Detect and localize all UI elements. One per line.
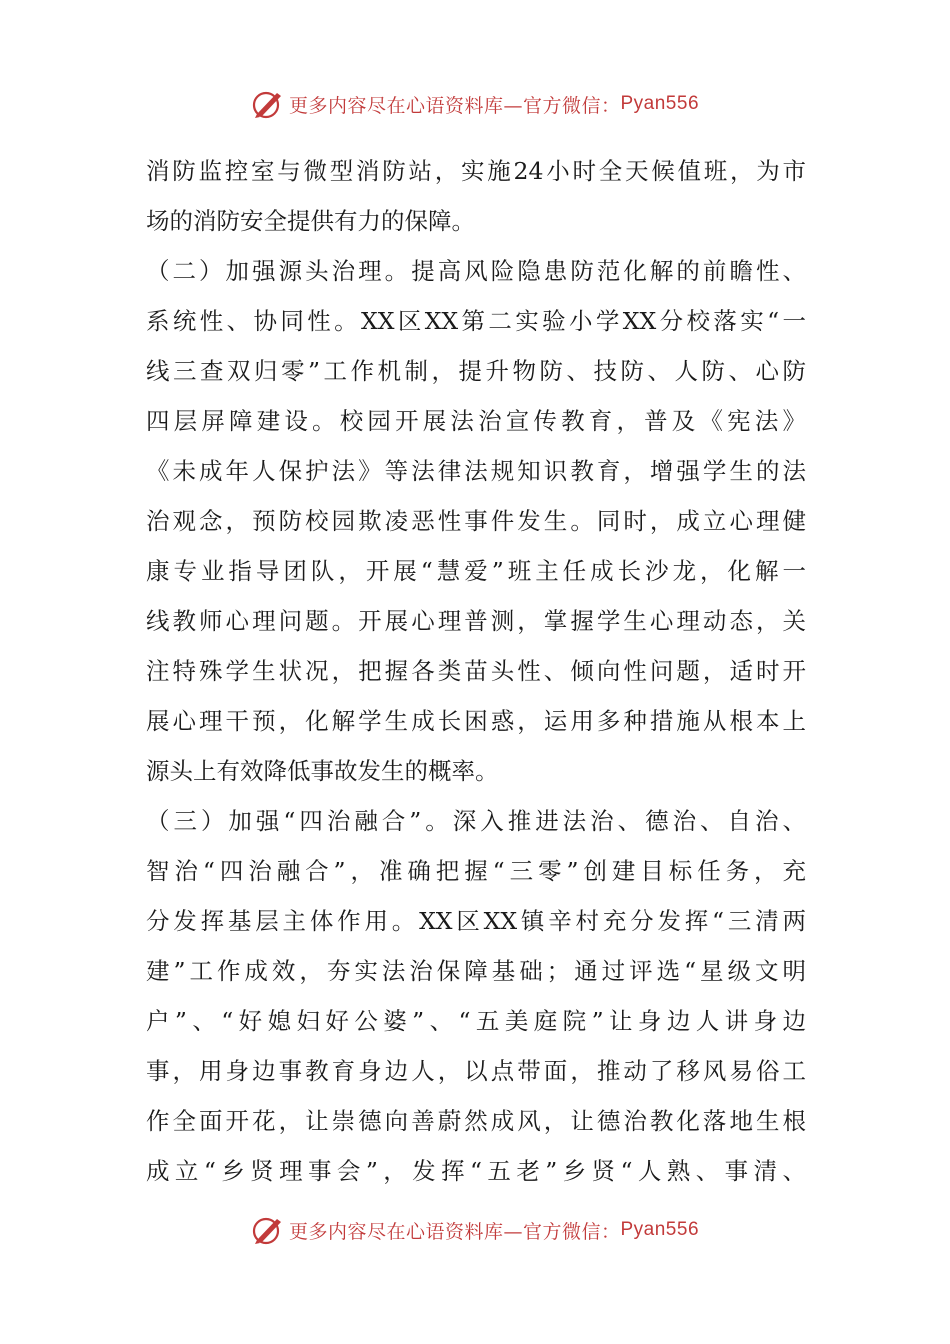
body-line: 建”工作成效，夯实法治保障基础；通过评选“星级文明	[146, 957, 806, 985]
footer-watermark-text: 更多内容尽在心语资料库—官方微信：	[288, 1220, 621, 1243]
body-line: 作全面开花，让崇德向善蔚然成风，让德治教化落地生根	[146, 1107, 806, 1135]
pen-circle-logo-icon	[251, 87, 285, 121]
footer-watermark-banner	[0, 1210, 950, 1250]
document-body	[146, 146, 806, 1196]
header-watermark-text: 更多内容尽在心语资料库—官方微信：	[288, 94, 621, 117]
body-line: 治观念，预防校园欺凌恶性事件发生。同时，成立心理健	[146, 507, 806, 535]
body-line: 《未成年人保护法》等法律法规知识教育，增强学生的法	[146, 457, 806, 485]
body-line: 户”、“好媳妇好公婆”、“五美庭院”让身边人讲身边	[146, 1007, 806, 1035]
header-watermark-banner	[0, 84, 950, 124]
footer-wechat-id: Pyan556	[620, 1219, 700, 1240]
body-line: 消防监控室与微型消防站，实施24小时全天候值班，为市	[146, 157, 806, 185]
body-line: 源头上有效降低事故发生的概率。	[146, 757, 499, 785]
body-line: 康专业指导团队，开展“慧爱”班主任成长沙龙，化解一	[146, 557, 806, 585]
body-line: 智治“四治融合”，准确把握“三零”创建目标任务，充	[146, 857, 806, 885]
body-line: 注特殊学生状况，把握各类苗头性、倾向性问题，适时开	[146, 657, 806, 685]
body-line: 线教师心理问题。开展心理普测，掌握学生心理动态，关	[146, 607, 806, 635]
body-line: 场的消防安全提供有力的保障。	[146, 207, 475, 235]
header-wechat-id: Pyan556	[620, 93, 700, 114]
body-line: （二）加强源头治理。提高风险隐患防范化解的前瞻性、	[146, 257, 806, 285]
body-line: 成立“乡贤理事会”，发挥“五老”乡贤“人熟、事清、	[146, 1157, 806, 1185]
body-line: 分发挥基层主体作用。XX区XX镇辛村充分发挥“三清两	[146, 907, 806, 935]
body-line: 四层屏障建设。校园开展法治宣传教育，普及《宪法》	[146, 407, 806, 435]
body-line: 事，用身边事教育身边人，以点带面，推动了移风易俗工	[146, 1057, 806, 1085]
body-line: 线三查双归零”工作机制，提升物防、技防、人防、心防	[146, 357, 806, 385]
body-line: 系统性、协同性。XX区XX第二实验小学XX分校落实“一	[146, 307, 806, 335]
body-line: （三）加强“四治融合”。深入推进法治、德治、自治、	[146, 807, 806, 835]
pen-circle-logo-icon	[251, 1213, 285, 1247]
body-line: 展心理干预，化解学生成长困惑，运用多种措施从根本上	[146, 707, 806, 735]
